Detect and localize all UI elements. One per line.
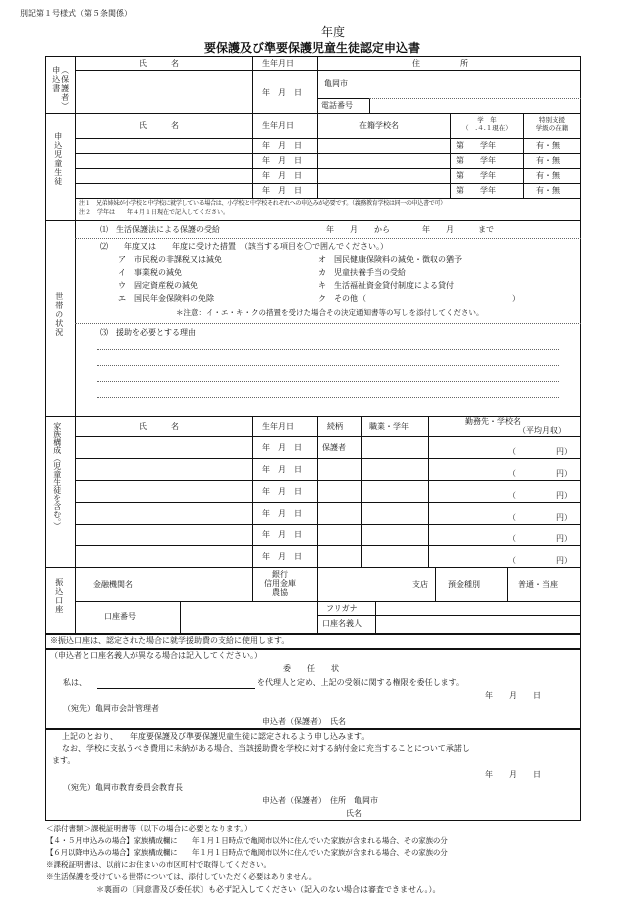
section-label-column-line bbox=[75, 56, 76, 634]
measure-item: キ 生活福祉資金貸付制度による貸付 bbox=[318, 281, 454, 290]
q3-reason: ⑶ 援助を必要とする理由 bbox=[100, 328, 196, 337]
family-income-header: （平均月収） bbox=[518, 426, 566, 435]
children-note-1: 注１ 兄弟姉妹が小学校と中学校に就学している場合は、小学校と中学校それぞれへの申込みが必要です。（義務教育学校は同一の申込書で可） bbox=[79, 200, 446, 207]
bank-institution-label: 金融機関名 bbox=[93, 580, 133, 589]
q2-measures: ⑵ 年度又は 年度に受けた措置 （該当する項目を〇で囲んでください。） bbox=[100, 242, 388, 251]
measure-item: ア 市民税の非課税又は減免 bbox=[118, 255, 222, 264]
family-section-label: 家族構成（児童生徒を含む。） bbox=[52, 422, 62, 530]
bank-usage-note: ※振込口座は、認定された場合に就学援助費の支給に使用します。 bbox=[50, 636, 290, 645]
measure-item: ク その他（ bbox=[318, 294, 366, 303]
measure-item: カ 児童扶養手当の受給 bbox=[318, 268, 406, 277]
household-section-label: 世帯の状況 bbox=[54, 292, 64, 337]
proxy-text-end: を代理人と定め、上記の受領に関する権限を委任します。 bbox=[257, 678, 465, 687]
account-number-label: 口座番号 bbox=[104, 612, 136, 621]
attachments-jun-onward: 【６月以降申込みの場合】家族構成欄に 年１月１日時点で亀岡市以外に住んでいた家族が含まれる場合、その家族の分 bbox=[46, 848, 448, 857]
children-special-header: 特別支援 学級の在籍 bbox=[535, 116, 569, 133]
declaration-line-1: 上記のとおり、 年度要保護及び準要保護児童生徒に認定されるよう申し込みます。 bbox=[62, 732, 370, 741]
children-name-header: 氏 名 bbox=[139, 121, 179, 130]
declaration-signer-address: 申込者（保護者） 住所 亀岡市 bbox=[262, 796, 378, 805]
children-note-2: 注２ 学年は 年４月１日現在で記入してください。 bbox=[79, 209, 230, 216]
account-holder-label: 口座名義人 bbox=[322, 619, 362, 628]
children-birth-header: 生年月日 bbox=[262, 121, 294, 130]
applicant-city: 亀岡市 bbox=[324, 79, 348, 88]
proxy-condition: （申込者と口座名義人が異なる場合は記入してください。） bbox=[50, 651, 262, 660]
page-title: 要保護及び準要保護児童生徒認定申込書 bbox=[204, 41, 421, 55]
attachments-apr-may: 【４・５月申込みの場合】家族構成欄に 年１月１日時点で亀岡市以外に住んでいた家族が含まれる場合、その家族の分 bbox=[46, 836, 448, 845]
family-work-header: 勤務先・学校名 bbox=[465, 417, 521, 426]
bank-section-label: 振込口座 bbox=[54, 578, 64, 614]
family-birth-header: 生年月日 bbox=[262, 422, 294, 431]
form-number: 別記第１号様式（第５条関係） bbox=[20, 9, 132, 18]
family-job-header: 職業・学年 bbox=[369, 422, 409, 431]
applicant-address-header: 住 所 bbox=[412, 59, 468, 68]
declaration-signer-name: 氏名 bbox=[346, 809, 362, 818]
proxy-signer: 申込者（保護者） 氏名 bbox=[262, 717, 346, 726]
declaration-line-2: なお、学校に支払うべき費用に未納がある場合、当該援助費を学校に対する納付金に充当することについて承諾し bbox=[62, 744, 470, 753]
declaration-line-3: ます。 bbox=[52, 756, 76, 765]
deposit-type-value: 普通・当座 bbox=[518, 580, 558, 589]
application-form-page: 別記第１号様式（第５条関係） 年度 要保護及び準要保護児童生徒認定申込書 （保護者）申込書 氏 名 生年月日 住 所 年 月 日 亀岡市 電話番号 申込児童生徒 氏 名 生年月日 在籍学校名 学 年 （ .４.１現在） 特別支援 学級の在籍 年 月 日 第 学年 有・無 年 月 日 第 学年 有・無 年 月 日 第 学年 有・無 年 月 日 第 学年 有・無 注１ 兄弟姉妹が小学校と中学校に就学している場合は、小学校と中学校それぞれへの申込みが必要です。（義務教育学校は同一の申込書で可） 注２ 学年は 年４月１日現在で記入してください。 世帯の状況 ⑴ 生活保護法による保護の受給 年 月 から 年 月 まで ⑵ 年度又は 年度に受けた措置 （該当する項目を〇で囲んでください。） ア 市民税の非課税又は減免 イ 事業税の減免 ウ 固定資産税の減免 エ 国民年金保険料の免除 オ 国民健康保険料の減免・徴収の猶予 カ 児童扶養手当の受給 キ 生活福祉資金貸付制度による貸付 ク その他（ ） ＊注意：イ・エ・キ・クの措置を受けた場合その決定通知書等の写しを添付してください。 ⑶ 援助を必要とする理由 家族構成（児童生徒を含む。） 氏 名 生年月日 続柄 職業・学年 勤務先・学校名 （平均月収） 年 月 日 保護者 （ 円） 年 月 日 （ 円） 年 月 日 （ 円） 年 月 日 （ 円） 年 月 日 （ 円） 年 月 日 （ 円） 振込口座 金融機関名 銀行 信用金庫 農協 支店 預金種別 普通・当座 口座番号 フリガナ 口座名義人 ※振込口座は、認定された場合に就学援助費の支給に使用します。 （申込者と口座名義人が異なる場合は記入してください。） 委 任 状 私は、 を代理人と定め、上記の受領に関する権限を委任します。 年 月 日 （宛先）亀岡市会計管理者 申込者（保護者） 氏名 上記のとおり、 年度要保護及び準要保護児童生徒に認定されるよう申し込みます。 なお、学校に支払うべき費用に未納がある場合、当該援助費を学校に対する納付金に充当することについて承諾し ます。 年 月 日 （宛先）亀岡市教育委員会教育長 申込者（保護者） 住所 亀岡市 氏名 ＜添付書類＞課税証明書等（以下の場合に必要となります。） 【４・５月申込みの場合】家族構成欄に 年１月１日時点で亀岡市以外に住んでいた家族が含まれる場合、その家族の分 【６月以降申込みの場合】家族構成欄に 年１月１日時点で亀岡市以外に住んでいた家族が含まれる場合、その家族の分 ※課税証明書は、以前にお住まいの市区町村で取得してください。 ※生活保護を受けている世帯については、添付していただく必要はありません。 ＊裏面の〔同意書及び委任状〕も必ず記入してください（記入のない場合は審査できません。）。 bbox=[0, 0, 630, 903]
declaration-date: 年 月 日 bbox=[485, 770, 541, 779]
proxy-text-start: 私は、 bbox=[63, 678, 87, 687]
deposit-type-label: 預金種別 bbox=[448, 580, 480, 589]
applicant-birth-value: 年 月 日 bbox=[262, 88, 302, 97]
attachments-heading: ＜添付書類＞課税証明書等（以下の場合に必要となります。） bbox=[46, 824, 252, 833]
proxy-title: 委 任 状 bbox=[283, 664, 339, 673]
measure-item: オ 国民健康保険料の減免・徴収の猶予 bbox=[318, 255, 462, 264]
measure-item: エ 国民年金保険料の免除 bbox=[118, 294, 214, 303]
measures-attachment-note: ＊注意：イ・エ・キ・クの措置を受けた場合その決定通知書等の写しを添付してください。 bbox=[176, 308, 484, 317]
q1-livelihood-protection: ⑴ 生活保護法による保護の受給 bbox=[100, 225, 220, 234]
furigana-label: フリガナ bbox=[326, 604, 358, 613]
form-table-frame bbox=[45, 56, 581, 634]
applicant-birth-header: 生年月日 bbox=[262, 59, 294, 68]
applicant-section-label: （保護者）申込書 bbox=[51, 66, 70, 111]
q1-period: 年 月 から 年 月 まで bbox=[326, 225, 494, 234]
title-year: 年度 bbox=[321, 25, 346, 39]
measure-item: イ 事業税の減免 bbox=[118, 268, 182, 277]
applicant-phone-label: 電話番号 bbox=[321, 101, 353, 110]
attachments-tax-note: ※課税証明書は、以前にお住まいの市区町村で取得してください。 bbox=[46, 860, 271, 869]
children-grade-header: 学 年 （ .４.１現在） bbox=[462, 116, 512, 133]
proxy-agent-blank bbox=[97, 688, 255, 689]
measure-item: ウ 固定資産税の減免 bbox=[118, 281, 198, 290]
bank-branch-label: 支店 bbox=[412, 580, 428, 589]
children-section-label: 申込児童生徒 bbox=[53, 132, 63, 186]
bank-type-option: 農協 bbox=[272, 588, 288, 597]
bank-type-option: 信用金庫 bbox=[264, 579, 296, 588]
bank-type-option: 銀行 bbox=[272, 570, 288, 579]
back-side-note: ＊裏面の〔同意書及び委任状〕も必ず記入してください（記入のない場合は審査できません。）。 bbox=[96, 885, 441, 894]
applicant-header-line bbox=[75, 70, 581, 71]
proxy-addressee: （宛先）亀岡市会計管理者 bbox=[63, 704, 159, 713]
applicant-bottom-line bbox=[45, 113, 581, 114]
declaration-addressee: （宛先）亀岡市教育委員会教育長 bbox=[63, 783, 183, 792]
proxy-date: 年 月 日 bbox=[485, 691, 541, 700]
other-close-paren: ） bbox=[512, 294, 520, 303]
children-school-header: 在籍学校名 bbox=[359, 121, 399, 130]
family-name-header: 氏 名 bbox=[139, 422, 179, 431]
family-relation-header: 続柄 bbox=[327, 422, 343, 431]
guardian-relation: 保護者 bbox=[322, 443, 346, 452]
applicant-name-header: 氏 名 bbox=[139, 59, 179, 68]
attachments-welfare-note: ※生活保護を受けている世帯については、添付していただく必要はありません。 bbox=[46, 872, 317, 881]
